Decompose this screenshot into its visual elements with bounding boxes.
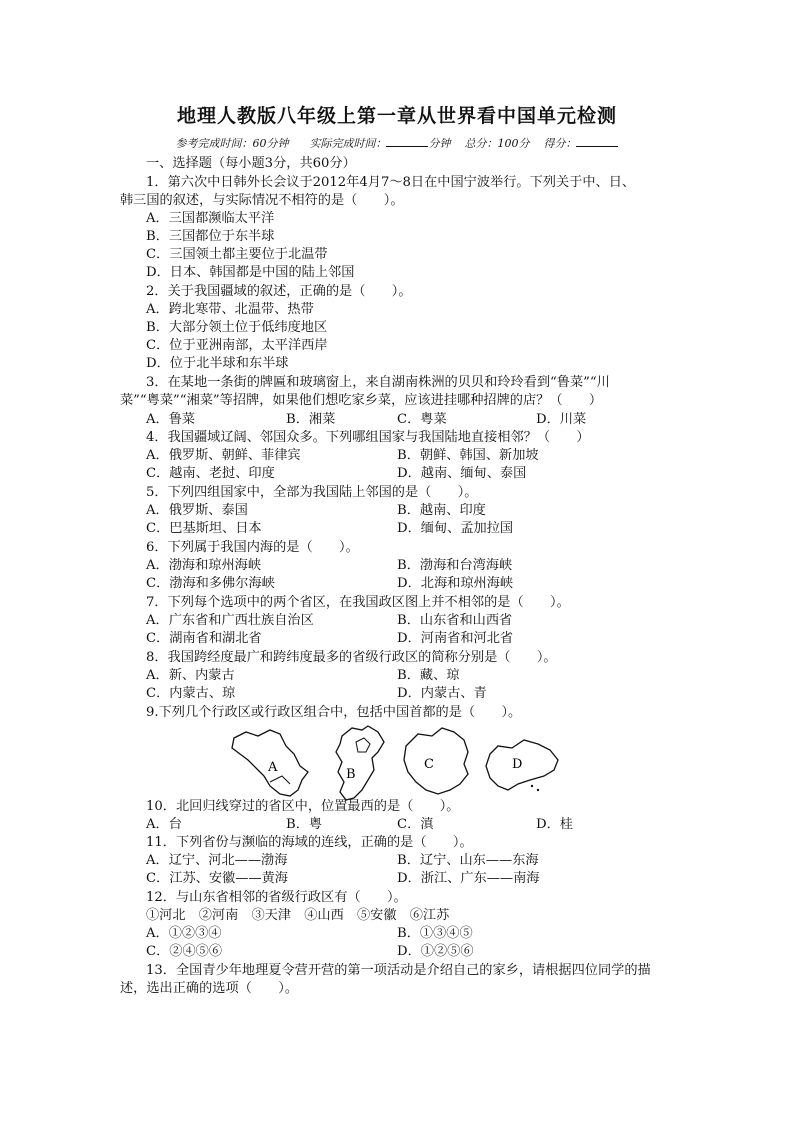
q10-option-d: D．桂 — [536, 817, 573, 832]
q12-option-c: C．②④⑤⑥ — [146, 944, 223, 959]
q4-option-d: D．越南、缅甸、泰国 — [397, 466, 527, 481]
q6-option-b: B．渤海和台湾海峡 — [397, 558, 513, 573]
q1-option-b: B．三国都位于东半球 — [146, 229, 275, 244]
province-map-c — [404, 728, 468, 794]
q13-stem-2: 述，选出正确的选项（ ）。 — [120, 981, 299, 996]
actual-time-blank[interactable] — [386, 134, 428, 147]
q11-option-a: A．辽宁、河北——渤海 — [146, 853, 288, 868]
q10-option-c: C．滇 — [397, 817, 434, 832]
q12-items: ①河北 ②河南 ③天津 ④山西 ⑤安徽 ⑥江苏 — [146, 908, 450, 923]
q12-option-b: B．①③④⑤ — [397, 926, 473, 941]
province-map-label-a: A — [268, 760, 278, 775]
total-label: 总分： — [464, 137, 498, 150]
score-label: 得分： — [543, 137, 577, 150]
q2-option-c: C．位于亚洲南部，太平洋西岸 — [146, 338, 328, 353]
q8-option-b: B．藏、琼 — [397, 668, 460, 683]
q6-stem: 6．下列属于我国内海的是（ ）。 — [146, 540, 359, 555]
province-map-label-c: C — [424, 757, 434, 772]
q4-option-c: C．越南、老挝、印度 — [146, 466, 275, 481]
q5-stem: 5．下列四组国家中，全部为我国陆上邻国的是（ ）。 — [146, 485, 478, 500]
ref-time-value: 60分钟 — [252, 137, 289, 150]
q7-option-b: B．山东省和山西省 — [397, 613, 513, 628]
total-value: 100分 — [497, 137, 530, 150]
q12-option-a: A．①②③④ — [146, 926, 222, 941]
q5-option-c: C．巴基斯坦、日本 — [146, 521, 262, 536]
q2-option-a: A．跨北寒带、北温带、热带 — [146, 302, 314, 317]
q3-stem-1: 3．在某地一条街的牌匾和玻璃窗上，来自湖南株洲的贝贝和玲玲看到“鲁菜”“川 — [146, 375, 610, 390]
q7-option-d: D．河南省和河北省 — [397, 631, 514, 646]
q5-option-b: B．越南、印度 — [397, 503, 486, 518]
q5-option-a: A．俄罗斯、泰国 — [146, 503, 248, 518]
q3-option-c: C．粤菜 — [397, 412, 447, 427]
ref-time-label: 参考完成时间： — [175, 137, 253, 150]
q12-option-d: D．①②⑤⑥ — [397, 944, 474, 959]
q1-stem-2: 韩三国的叙述，与实际情况不相符的是（ ）。 — [120, 193, 404, 208]
q1-option-c: C．三国领土都主要位于北温带 — [146, 247, 328, 262]
q4-option-a: A．俄罗斯、朝鲜、菲律宾 — [146, 448, 301, 463]
q6-option-a: A．渤海和琼州海峡 — [146, 558, 262, 573]
q7-stem: 7．下列每个选项中的两个省区，在我国政区图上并不相邻的是（ ）。 — [146, 595, 570, 610]
q8-option-d: D．内蒙古、青 — [397, 686, 487, 701]
q12-stem: 12．与山东省相邻的省级行政区有（ ）。 — [146, 890, 407, 905]
q2-option-b: B．大部分领土位于低纬度地区 — [146, 320, 328, 335]
q13-stem-1: 13．全国青少年地理夏令营开营的第一项活动是介绍自己的家乡，请根据四位同学的描 — [146, 963, 651, 978]
q7-option-a: A．广东省和广西壮族自治区 — [146, 613, 314, 628]
q4-stem: 4．我国疆域辽阔、邻国众多。下列哪组国家与我国陆地直接相邻？（ ） — [146, 430, 590, 445]
q3-option-a: A．鲁菜 — [146, 412, 196, 427]
exam-meta — [0, 134, 794, 151]
province-outline-maps — [228, 724, 568, 804]
q2-stem: 2．关于我国疆域的叙述，正确的是（ ）。 — [146, 284, 412, 299]
q7-option-c: C．湖南省和湖北省 — [146, 631, 262, 646]
q1-stem-1: 1．第六次中日韩外长会议于2012年4月7～8日在中国宁波举行。下列关于中、日、 — [146, 175, 636, 190]
q3-option-b: B．湘菜 — [286, 412, 336, 427]
province-map-label-d: D — [512, 757, 523, 772]
q11-option-d: D．浙江、广东——南海 — [397, 871, 540, 886]
q10-option-a: A．台 — [146, 817, 182, 832]
q8-option-c: C．内蒙古、琼 — [146, 686, 236, 701]
q11-option-c: C．江苏、安徽——黄海 — [146, 871, 288, 886]
q9-stem: 9.下列几个行政区或行政区组合中，包括中国首都的是（ ）。 — [146, 705, 522, 720]
q8-stem: 8．我国跨经度最广和跨纬度最多的省级行政区的简称分别是（ ）。 — [146, 650, 557, 665]
q3-option-d: D．川菜 — [536, 412, 587, 427]
q11-stem: 11．下列省份与濒临的海域的连线，正确的是（ ）。 — [146, 835, 473, 850]
q1-option-a: A．三国都濒临太平洋 — [146, 211, 275, 226]
q10-stem: 10．北回归线穿过的省区中，位置最西的是（ ）。 — [146, 799, 460, 814]
page-title: 地理人教版八年级上第一章从世界看中国单元检测 — [176, 105, 617, 127]
actual-time-label: 实际完成时间： — [309, 137, 387, 150]
q3-stem-2: 菜”“粤菜”“湘菜”等招牌，如果他们想吃家乡菜，应该进挂哪种招牌的店？（ ） — [120, 393, 603, 408]
q4-option-b: B．朝鲜、韩国、新加坡 — [397, 448, 539, 463]
q11-option-b: B．辽宁、山东——东海 — [397, 853, 539, 868]
province-map-label-b: B — [346, 767, 356, 782]
q6-option-c: C．渤海和多佛尔海峡 — [146, 576, 275, 591]
score-blank[interactable] — [576, 134, 618, 147]
q10-option-b: B．粤 — [286, 817, 323, 832]
province-map-b — [336, 726, 384, 800]
q5-option-d: D．缅甸、孟加拉国 — [397, 521, 514, 536]
q2-option-d: D．位于北半球和东半球 — [146, 356, 289, 371]
section-heading: 一、选择题（每小题3分，共60分） — [146, 156, 356, 171]
q1-option-d: D．日本、韩国都是中国的陆上邻国 — [146, 265, 355, 280]
province-maps-svg — [228, 724, 568, 804]
q6-option-d: D．北海和琼州海峡 — [397, 576, 514, 591]
actual-time-unit: 分钟 — [428, 137, 451, 150]
q8-option-a: A．新、内蒙古 — [146, 668, 235, 683]
